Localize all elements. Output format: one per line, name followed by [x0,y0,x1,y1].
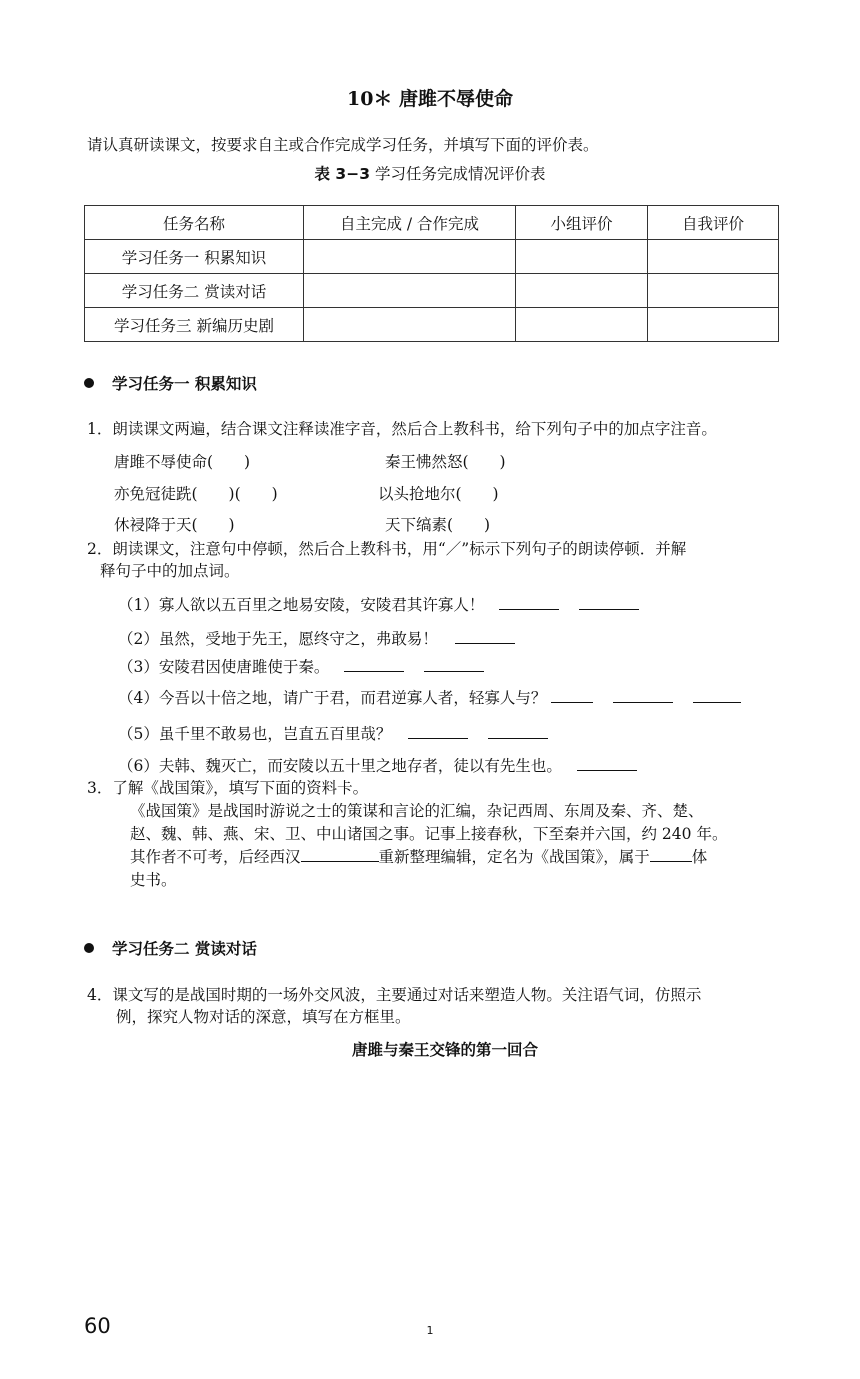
q1-item: 以头抢地尔( ) [378,485,499,503]
q3-line4: 史书。 [130,871,177,889]
q3-heading: 3．了解《战国策》，填写下面的资料卡。 [87,779,369,797]
table-cell-empty[interactable] [516,308,648,342]
table-cell-empty[interactable] [304,240,516,274]
table-row [85,308,779,342]
table-cell-task: 学习任务三 新编历史剧 [85,308,304,342]
q1-item: 秦王怫然怒( ) [385,453,506,471]
q2-item [118,627,515,649]
answer-blank[interactable] [488,737,548,739]
q2-item [118,593,639,615]
table-cell-task: 学习任务一 积累知识 [85,240,304,274]
q4-line1: 4．课文写的是战国时期的一场外交风波，主要通过对话来塑造人物。关注语气词，仿照示 [87,986,702,1004]
q2-item-text: （3）安陵君因使唐雎使于秦。 [118,658,330,676]
intro-text: 请认真研读课文，按要求自主或合作完成学习任务，并填写下面的评价表。 [87,136,599,154]
table-header-cell: 自我评价 [648,206,779,240]
q2-item [118,722,548,744]
q2-item-text: （4）今吾以十倍之地，请广于君，而君逆寡人者，轻寡人与？ [118,689,547,707]
answer-blank[interactable] [579,608,639,610]
evaluation-table [84,205,779,342]
answer-blank[interactable] [650,860,692,862]
table-header-cell: 任务名称 [85,206,304,240]
table-header-row [85,206,779,240]
q1-text: 1．朗读课文两遍，结合课文注释读准字音，然后合上教科书，给下列句子中的加点字注音。 [87,420,717,438]
q3-line3-text: 其作者不可考，后经西汉 [130,848,301,866]
answer-blank[interactable] [455,642,515,644]
table-cell-empty[interactable] [648,240,779,274]
q2-item [118,686,741,708]
page-number: 60 [84,1314,111,1338]
q4-line2: 例，探究人物对话的深意，填写在方框里。 [116,1008,411,1026]
answer-blank[interactable] [408,737,468,739]
answer-blank[interactable] [424,670,484,672]
answer-blank[interactable] [577,769,637,771]
task2-heading-text: 学习任务二 赏读对话 [112,939,257,958]
answer-blank[interactable] [551,701,593,703]
table-caption-text: 学习任务完成情况评价表 [374,165,546,183]
answer-blank[interactable] [693,701,741,703]
answer-blank[interactable] [613,701,673,703]
table-caption-label: 表 3−3 [314,165,370,183]
bullet-icon [84,943,94,953]
answer-blank[interactable] [499,608,559,610]
answer-blank[interactable] [301,860,379,862]
q2-line2: 释句子中的加点词。 [100,562,240,580]
task2-heading [84,937,257,959]
table-cell-empty[interactable] [648,274,779,308]
table-cell-empty[interactable] [304,274,516,308]
answer-blank[interactable] [344,670,404,672]
q3-line3-text: 体 [691,848,708,866]
q2-item [118,655,484,677]
q2-item-text: （6）夫韩、魏灭亡，而安陵以五十里之地存者，徒以有先生也。 [118,757,562,775]
table-cell-empty[interactable] [516,274,648,308]
q2-item-text: （2）虽然，受地于先王，愿终守之，弗敢易！ [118,630,438,648]
table-row [85,274,779,308]
table-cell-task: 学习任务二 赏读对话 [85,274,304,308]
footer-page-number: 1 [426,1324,434,1337]
table-cell-empty[interactable] [516,240,648,274]
bullet-icon [84,378,94,388]
q1-item: 唐雎不辱使命( ) [114,453,251,471]
q3-line3-text: 重新整理编辑，定名为《战国策》，属于 [378,848,650,866]
table-header-cell: 自主完成 / 合作完成 [304,206,516,240]
table-cell-empty[interactable] [648,308,779,342]
q1-item: 亦免冠徒跣( )( ) [114,485,278,503]
table-caption [0,162,860,184]
q3-line1: 《战国策》是战国时游说之士的策谋和言论的汇编，杂记西周、东周及秦、齐、楚、 [130,802,704,820]
q2-line1: 2．朗读课文，注意句中停顿，然后合上教科书，用“／”标示下列句子的朗读停顿．并解 [87,540,687,558]
q1-item: 天下缟素( ) [385,516,491,534]
q3-line2: 赵、魏、韩、燕、宋、卫、中山诸国之事。记事上接春秋，下至秦并六国，约 240 年。 [130,825,728,843]
round-title: 唐雎与秦王交锋的第一回合 [351,1040,538,1059]
task1-heading-text: 学习任务一 积累知识 [112,374,257,393]
q2-item-text: （5）虽千里不敢易也，岂直五百里哉？ [118,725,392,743]
q1-item: 休祲降于天( ) [114,516,235,534]
table-header-cell: 小组评价 [516,206,648,240]
table-row [85,240,779,274]
page-title: 10＊ 唐雎不辱使命 [346,88,514,110]
task1-heading [84,372,257,394]
q2-item-text: （1）寡人欲以五百里之地易安陵，安陵君其许寡人！ [118,596,485,614]
q3-line3 [130,845,707,867]
q2-item [118,754,637,776]
table-cell-empty[interactable] [304,308,516,342]
